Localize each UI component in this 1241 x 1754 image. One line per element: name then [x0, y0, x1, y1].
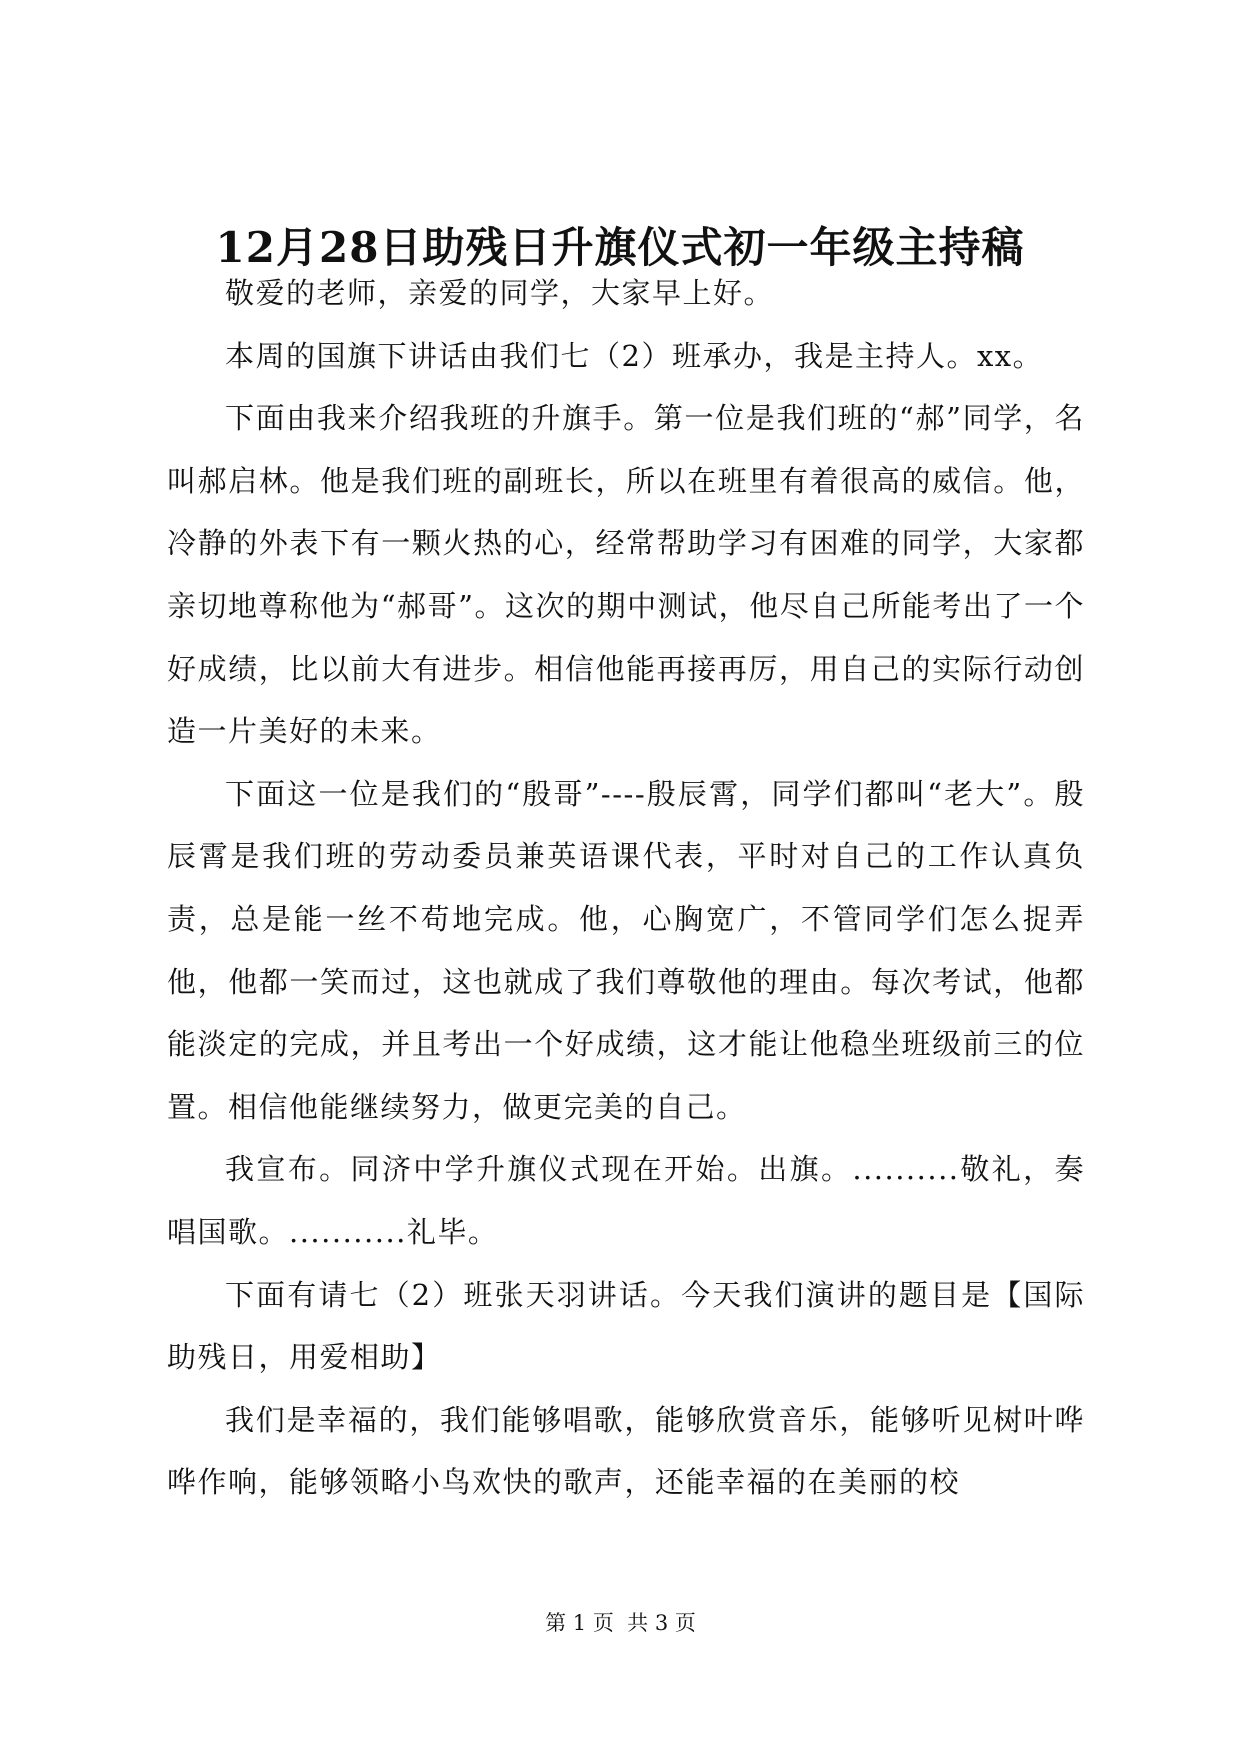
paragraph-ceremony-start: 我宣布。同济中学升旗仪式现在开始。出旗。..........敬礼，奏唱国歌。...........礼毕。 [167, 1152, 1085, 1249]
paragraph-flag-raiser-1: 下面由我来介绍我班的升旗手。第一位是我们班的“郝”同学，名叫郝启林。他是我们班的副班长，所以在班里有着很高的威信。他，冷静的外表下有一颗火热的心，经常帮助学习有困难的同学，大家都亲切地尊称他为“郝哥”。这次的期中测试，他尽自己所能考出了一个好成绩，比以前大有进步。相信他能再接再厉，用自己的实际行动创造一片美好的未来。 [167, 401, 1085, 749]
page-footer [0, 1608, 1241, 1638]
document-body [167, 262, 1085, 1514]
page-number: 第 1 页 共 3 页 [545, 1611, 696, 1635]
paragraph-greeting: 敬爱的老师，亲爱的同学，大家早上好。 [225, 276, 775, 310]
paragraph-flag-raiser-2: 下面这一位是我们的“殷哥”----殷辰霄，同学们都叫“老大”。殷辰霄是我们班的劳动委员兼英语课代表，平时对自己的工作认真负责，总是能一丝不苟地完成。他，心胸宽广，不管同学们怎么捉弄他，他都一笑而过，这也就成了我们尊敬他的理由。每次考试，他都能淡定的完成，并且考出一个好成绩，这才能让他稳坐班级前三的位置。相信他能继续努力，做更完美的自己。 [167, 776, 1085, 1124]
paragraph-speech-invite: 下面有请七（2）班张天羽讲话。今天我们演讲的题目是【国际助残日，用爱相助】 [167, 1277, 1085, 1375]
document-title: 12月28日助残日升旗仪式初一年级主持稿 [215, 223, 1025, 272]
paragraph-speech-start: 我们是幸福的，我们能够唱歌，能够欣赏音乐，能够听见树叶哗哗作响，能够领略小鸟欢快的歌声，还能幸福的在美丽的校 [167, 1402, 1085, 1500]
paragraph-host-intro: 本周的国旗下讲话由我们七（2）班承办，我是主持人。xx。 [225, 338, 1044, 373]
